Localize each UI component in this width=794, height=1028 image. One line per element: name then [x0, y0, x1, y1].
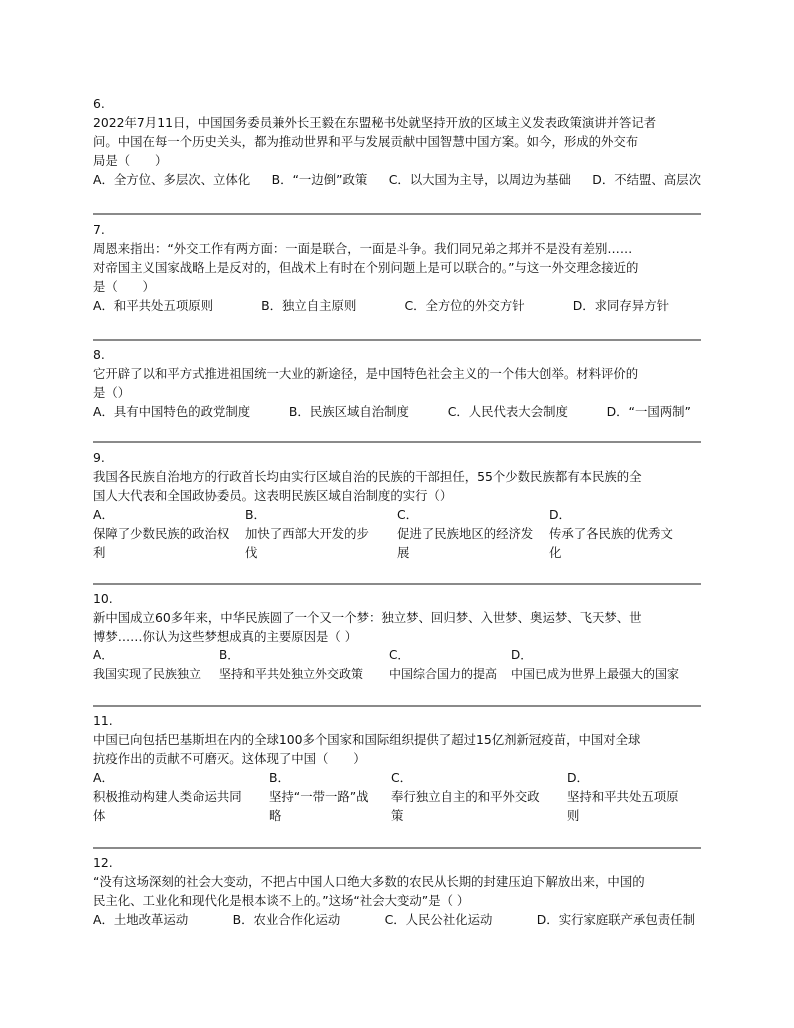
option-text: 坚持和平共处五项原 [567, 789, 679, 804]
options-row [93, 170, 701, 189]
option-a[interactable] [93, 646, 201, 684]
option-letter: C． [389, 648, 410, 662]
option-letter: B． [245, 507, 266, 522]
question-text: 博梦……你认为这些梦想成真的主要原因是（ ） [93, 629, 358, 644]
divider [93, 705, 701, 707]
option-letter: D． [549, 507, 571, 522]
option-text: 加快了西部大开发的步 [245, 526, 369, 541]
question-text: 是（ ） [93, 279, 155, 294]
option-letter: A． [93, 507, 114, 522]
divider [93, 847, 701, 849]
option-c[interactable]: C．人民代表大会制度 [447, 404, 568, 419]
question-11 [93, 711, 701, 826]
question-text: “没有这场深刻的社会大变动，不把占中国人口绝大多数的农民从长期的封建压迫下解放出来，中国的 [93, 874, 645, 889]
option-letter: B． [219, 648, 240, 662]
option-b[interactable] [269, 768, 369, 825]
option-d[interactable]: D．“一国两制” [606, 404, 691, 419]
option-letter: C． [391, 770, 413, 785]
options-row [93, 296, 701, 315]
option-text: 传承了各民族的优秀文 [549, 526, 673, 541]
option-text: 我国实现了民族独立 [93, 667, 202, 681]
options-row [93, 402, 701, 421]
option-d[interactable] [567, 768, 679, 825]
option-a[interactable] [93, 505, 245, 562]
option-text: 保障了少数民族的政治权 [93, 526, 230, 541]
option-text: 伐 [245, 545, 258, 560]
option-letter: B． [269, 770, 290, 785]
question-text: 中国已向包括巴基斯坦在内的全球100多个国家和国际组织提供了超过15亿剂新冠疫苗，中国对全球 [93, 732, 641, 747]
option-text: 积极推动构建人类命运共同 [93, 789, 242, 804]
question-text: 问。中国在每一个历史关头，都为推动世界和平与发展贡献中国智慧中国方案。如今，形成的外交布 [93, 134, 639, 149]
option-d[interactable]: D．实行家庭联产承包责任制 [536, 912, 695, 927]
option-letter: C． [397, 507, 419, 522]
option-text: 促进了民族地区的经济发 [397, 526, 534, 541]
option-text: 略 [269, 808, 282, 823]
option-c[interactable] [389, 646, 497, 684]
question-text: 民主化、工业化和现代化是根本谈不上的。”这场“社会大变动”是（ ） [93, 893, 470, 908]
divider [93, 441, 701, 443]
question-number: 11. [93, 713, 113, 728]
question-number: 9. [93, 450, 105, 465]
question-text: 抗疫作出的贡献不可磨灭。这体现了中国（ ） [93, 751, 366, 766]
option-text: 则 [567, 808, 580, 823]
option-text: 体 [93, 808, 106, 823]
divider [93, 339, 701, 341]
question-number: 12. [93, 855, 113, 870]
options-grid [93, 646, 701, 684]
question-text: 2022年7月11日，中国国务委员兼外长王毅在东盟秘书处就坚持开放的区域主义发表政策演讲并答记者 [93, 115, 657, 130]
question-9 [93, 448, 701, 562]
question-6 [93, 94, 701, 189]
option-letter: A． [93, 770, 114, 785]
option-c[interactable]: C．人民公社化运动 [384, 912, 493, 927]
question-text: 我国各民族自治地方的行政首长均由实行区域自治的民族的干部担任，55个少数民族都有本民族的全 [93, 469, 642, 484]
divider [93, 583, 701, 585]
option-b[interactable]: B．独立自主原则 [261, 298, 357, 313]
question-text: 周恩来指出：“外交工作有两方面：一面是联合，一面是斗争。我们同兄弟之邦并不是没有差别…… [93, 241, 633, 256]
question-7 [93, 220, 701, 315]
question-8 [93, 345, 701, 421]
option-c[interactable] [391, 768, 540, 825]
option-b[interactable]: B．民族区域自治制度 [288, 404, 409, 419]
question-10 [93, 589, 701, 684]
option-text: 策 [391, 808, 404, 823]
option-text: 奉行独立自主的和平外交政 [391, 789, 540, 804]
option-a[interactable]: A．具有中国特色的政党制度 [93, 404, 251, 419]
option-d[interactable]: D．不结盟、高层次 [592, 172, 701, 187]
question-text: 是（） [93, 385, 131, 400]
divider [93, 213, 701, 215]
option-c[interactable]: C．全方位的外交方针 [404, 298, 525, 313]
question-text: 国人大代表和全国政协委员。这表明民族区域自治制度的实行（） [93, 488, 453, 503]
option-a[interactable]: A．全方位、多层次、立体化 [93, 172, 251, 187]
option-letter: D． [567, 770, 589, 785]
question-text: 它开辟了以和平方式推进祖国统一大业的新途径，是中国特色社会主义的一个伟大创举。材料评价的 [93, 366, 639, 381]
option-text: 坚持和平共处独立外交政策 [219, 667, 364, 681]
option-letter: A． [93, 648, 114, 662]
question-text: 对帝国主义国家战略上是反对的，但战术上有时在个别问题上是可以联合的。”与这一外交理念接近的 [93, 260, 639, 275]
option-letter: D． [511, 648, 533, 662]
question-number: 8. [93, 347, 105, 362]
option-b[interactable] [245, 505, 397, 562]
option-a[interactable] [93, 768, 242, 825]
option-c[interactable]: C．以大国为主导，以周边为基础 [388, 172, 571, 187]
question-text: 新中国成立60多年来，中华民族圆了一个又一个梦：独立梦、回归梦、入世梦、奥运梦、飞天梦、世 [93, 610, 642, 625]
question-number: 10. [93, 591, 113, 606]
option-c[interactable] [397, 505, 549, 562]
option-text: 中国综合国力的提高 [389, 667, 498, 681]
option-a[interactable]: A．和平共处五项原则 [93, 298, 213, 313]
question-number: 7. [93, 222, 105, 237]
options-row [93, 910, 701, 929]
options-grid [93, 768, 701, 826]
option-d[interactable]: D．求同存异方针 [572, 298, 669, 313]
option-text: 中国已成为世界上最强大的国家 [511, 667, 680, 681]
question-text: 局是（ ） [93, 153, 168, 168]
option-text: 展 [397, 545, 410, 560]
option-b[interactable]: B．“一边倒”政策 [271, 172, 368, 187]
option-d[interactable] [511, 646, 679, 684]
question-number: 6. [93, 96, 105, 111]
option-a[interactable]: A．土地改革运动 [93, 912, 189, 927]
options-grid [93, 505, 701, 562]
option-b[interactable]: B．农业合作化运动 [232, 912, 341, 927]
option-d[interactable] [549, 505, 701, 562]
option-b[interactable] [219, 646, 363, 684]
question-12 [93, 853, 701, 929]
option-text: 坚持“一带一路”战 [269, 789, 369, 804]
option-text: 利 [93, 545, 106, 560]
option-text: 化 [549, 545, 562, 560]
